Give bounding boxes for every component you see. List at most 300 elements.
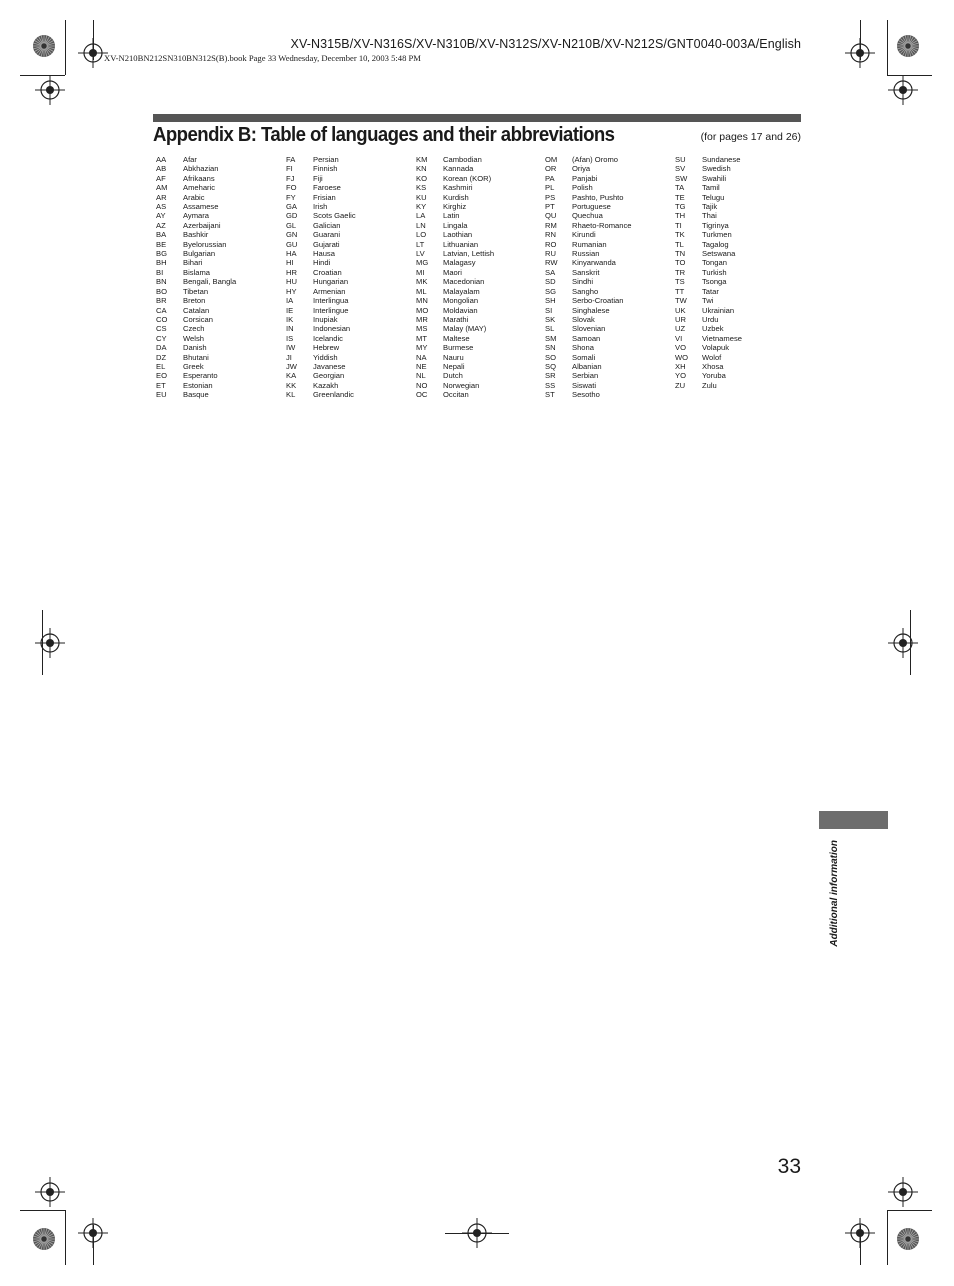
- language-name: Marathi: [443, 314, 469, 324]
- language-code: UZ: [675, 324, 686, 334]
- language-code: JW: [286, 361, 297, 371]
- language-code: MG: [416, 258, 429, 268]
- language-row: [675, 362, 742, 371]
- language-row: [675, 183, 742, 192]
- language-row: [416, 240, 494, 249]
- language-name: Hausa: [313, 249, 335, 259]
- language-name: Greenlandic: [313, 390, 354, 400]
- language-name: Azerbaijani: [183, 220, 221, 230]
- language-code: FA: [286, 155, 296, 164]
- language-row: [545, 381, 632, 390]
- language-name: Tigrinya: [702, 220, 729, 230]
- language-code: SH: [545, 296, 556, 306]
- language-code: DZ: [156, 352, 167, 362]
- crop-mark: [910, 610, 911, 675]
- language-column-5: [675, 155, 742, 390]
- language-name: Scots Gaelic: [313, 211, 356, 221]
- language-row: [156, 202, 236, 211]
- language-code: HU: [286, 277, 297, 287]
- language-name: Breton: [183, 296, 206, 306]
- language-code: AA: [156, 155, 167, 164]
- language-code: TH: [675, 211, 686, 221]
- language-column-2: [286, 155, 356, 400]
- language-name: Macedonian: [443, 277, 485, 287]
- language-code: AF: [156, 173, 166, 183]
- language-code: SQ: [545, 361, 556, 371]
- language-row: [675, 221, 742, 230]
- language-row: [286, 306, 356, 315]
- language-code: YO: [675, 371, 686, 381]
- language-row: [286, 240, 356, 249]
- language-name: Russian: [572, 249, 600, 259]
- registration-target-icon: [35, 628, 65, 658]
- language-code: KK: [286, 380, 297, 390]
- language-name: Galician: [313, 220, 341, 230]
- language-code: AR: [156, 192, 167, 202]
- language-name: Yiddish: [313, 352, 338, 362]
- language-name: Nepali: [443, 361, 465, 371]
- language-code: CA: [156, 305, 167, 315]
- language-code: GN: [286, 230, 298, 240]
- language-name: Tsonga: [702, 277, 727, 287]
- language-code: FI: [286, 164, 293, 174]
- language-row: [156, 164, 236, 173]
- language-code: HY: [286, 286, 297, 296]
- language-row: [156, 211, 236, 220]
- language-code: UR: [675, 314, 686, 324]
- language-code: IW: [286, 343, 296, 353]
- language-row: [156, 324, 236, 333]
- language-code: BG: [156, 249, 167, 259]
- language-name: Lithuanian: [443, 239, 479, 249]
- language-code: TO: [675, 258, 686, 268]
- language-name: Bislama: [183, 267, 211, 277]
- language-name: Tagalog: [702, 239, 729, 249]
- language-name: Kurdish: [443, 192, 469, 202]
- language-row: [286, 221, 356, 230]
- language-row: [416, 334, 494, 343]
- language-row: [156, 258, 236, 267]
- language-row: [286, 258, 356, 267]
- language-name: Wolof: [702, 352, 722, 362]
- language-code: LV: [416, 249, 425, 259]
- language-code: TL: [675, 239, 684, 249]
- language-row: [156, 155, 236, 164]
- language-name: Interlingue: [313, 305, 349, 315]
- language-code: ML: [416, 286, 427, 296]
- language-name: Bashkir: [183, 230, 209, 240]
- language-code: DA: [156, 343, 167, 353]
- language-row: [286, 371, 356, 380]
- language-code: KY: [416, 202, 427, 212]
- language-row: [286, 296, 356, 305]
- language-row: [286, 249, 356, 258]
- language-row: [416, 306, 494, 315]
- language-name: Sundanese: [702, 155, 741, 164]
- language-row: [416, 324, 494, 333]
- language-name: Malagasy: [443, 258, 476, 268]
- language-name: Rumanian: [572, 239, 607, 249]
- registration-target-icon: [845, 1218, 875, 1248]
- language-row: [156, 362, 236, 371]
- language-code: IN: [286, 324, 294, 334]
- language-name: Aymara: [183, 211, 210, 221]
- page-number: 33: [777, 1155, 801, 1178]
- language-name: Slovak: [572, 314, 595, 324]
- language-row: [286, 362, 356, 371]
- language-name: Hebrew: [313, 343, 340, 353]
- language-code: TN: [675, 249, 686, 259]
- language-code: HA: [286, 249, 297, 259]
- language-name: Occitan: [443, 390, 469, 400]
- language-row: [675, 240, 742, 249]
- language-name: Faroese: [313, 183, 341, 193]
- language-row: [545, 287, 632, 296]
- language-row: [156, 277, 236, 286]
- language-row: [675, 353, 742, 362]
- language-code: LT: [416, 239, 425, 249]
- language-row: [675, 371, 742, 380]
- language-row: [286, 277, 356, 286]
- language-code: FY: [286, 192, 296, 202]
- language-code: RU: [545, 249, 556, 259]
- language-row: [416, 268, 494, 277]
- language-name: Basque: [183, 390, 209, 400]
- language-name: Kirundi: [572, 230, 596, 240]
- language-code: BR: [156, 296, 167, 306]
- language-code: AY: [156, 211, 166, 221]
- language-code: LA: [416, 211, 426, 221]
- language-row: [545, 315, 632, 324]
- language-name: Tatar: [702, 286, 719, 296]
- language-name: Thai: [702, 211, 717, 221]
- language-code: GU: [286, 239, 298, 249]
- language-name: Singhalese: [572, 305, 610, 315]
- language-code: KL: [286, 390, 296, 400]
- language-name: Corsican: [183, 314, 213, 324]
- language-name: Assamese: [183, 202, 219, 212]
- language-name: Ameharic: [183, 183, 216, 193]
- language-code: SD: [545, 277, 556, 287]
- language-row: [545, 202, 632, 211]
- language-code: CS: [156, 324, 167, 334]
- language-row: [286, 193, 356, 202]
- language-name: Guarani: [313, 230, 341, 240]
- language-code: SR: [545, 371, 556, 381]
- language-name: Yoruba: [702, 371, 726, 381]
- language-row: [545, 174, 632, 183]
- language-name: Malay (MAY): [443, 324, 487, 334]
- language-name: Tibetan: [183, 286, 209, 296]
- language-row: [156, 371, 236, 380]
- language-name: Twi: [702, 296, 714, 306]
- language-row: [156, 353, 236, 362]
- language-name: Siswati: [572, 380, 597, 390]
- registration-target-icon: [35, 75, 65, 105]
- language-row: [416, 362, 494, 371]
- language-row: [416, 353, 494, 362]
- language-row: [675, 164, 742, 173]
- language-row: [286, 343, 356, 352]
- language-code: MT: [416, 333, 427, 343]
- language-row: [156, 230, 236, 239]
- language-name: Finnish: [313, 164, 338, 174]
- language-name: Irish: [313, 202, 328, 212]
- language-name: Fiji: [313, 173, 323, 183]
- language-code: ST: [545, 390, 555, 400]
- language-name: Rhaeto-Romance: [572, 220, 632, 230]
- language-name: Bulgarian: [183, 249, 216, 259]
- language-row: [156, 174, 236, 183]
- language-code: UK: [675, 305, 686, 315]
- language-row: [675, 202, 742, 211]
- language-code: RN: [545, 230, 556, 240]
- language-row: [416, 183, 494, 192]
- language-row: [675, 193, 742, 202]
- language-name: Norwegian: [443, 380, 480, 390]
- language-row: [675, 277, 742, 286]
- crop-mark: [887, 1210, 932, 1211]
- language-name: Kazakh: [313, 380, 339, 390]
- language-name: Persian: [313, 155, 339, 164]
- language-name: Maltese: [443, 333, 470, 343]
- language-code: EO: [156, 371, 167, 381]
- language-code: TS: [675, 277, 685, 287]
- language-row: [416, 371, 494, 380]
- language-name: Cambodian: [443, 155, 482, 164]
- language-name: Turkish: [702, 267, 727, 277]
- language-code: BO: [156, 286, 167, 296]
- language-column-4: [545, 155, 632, 400]
- language-name: Sangho: [572, 286, 599, 296]
- language-name: Bhutani: [183, 352, 209, 362]
- language-row: [156, 240, 236, 249]
- language-row: [286, 230, 356, 239]
- language-row: [416, 230, 494, 239]
- registration-target-icon: [888, 1177, 918, 1207]
- print-file-info: XV-N210BN212SN310BN312S(B).book Page 33 Wednesday, December 10, 2003 5:48 PM: [104, 53, 421, 63]
- language-name: Javanese: [313, 361, 346, 371]
- language-column-3: [416, 155, 494, 400]
- language-code: WO: [675, 352, 689, 362]
- language-name: Uzbek: [702, 324, 724, 334]
- language-row: [545, 164, 632, 173]
- language-name: Dutch: [443, 371, 463, 381]
- language-code: XH: [675, 361, 686, 371]
- language-row: [286, 287, 356, 296]
- language-code: PT: [545, 202, 555, 212]
- language-code: ZU: [675, 380, 686, 390]
- language-row: [416, 381, 494, 390]
- language-name: Telugu: [702, 192, 725, 202]
- language-code: PA: [545, 173, 555, 183]
- language-code: IE: [286, 305, 294, 315]
- language-code: VI: [675, 333, 683, 343]
- language-row: [416, 164, 494, 173]
- language-code: IS: [286, 333, 294, 343]
- language-row: [545, 343, 632, 352]
- language-row: [156, 268, 236, 277]
- language-row: [286, 202, 356, 211]
- language-name: Swahili: [702, 173, 727, 183]
- language-row: [286, 315, 356, 324]
- language-code: MR: [416, 314, 428, 324]
- language-row: [545, 155, 632, 164]
- language-row: [416, 221, 494, 230]
- language-row: [675, 174, 742, 183]
- language-row: [675, 287, 742, 296]
- language-row: [675, 268, 742, 277]
- language-row: [416, 277, 494, 286]
- language-code: SM: [545, 333, 557, 343]
- language-code: BE: [156, 239, 167, 249]
- section-tab: [819, 811, 888, 829]
- language-code: TT: [675, 286, 685, 296]
- section-side-label: Additional information: [829, 840, 840, 947]
- registration-target-icon: [845, 38, 875, 68]
- crop-mark: [20, 1210, 65, 1211]
- language-row: [416, 258, 494, 267]
- language-row: [156, 249, 236, 258]
- language-code: TW: [675, 296, 687, 306]
- language-name: Serbian: [572, 371, 599, 381]
- crop-mark: [887, 20, 888, 75]
- language-name: Tamil: [702, 183, 720, 193]
- language-row: [416, 249, 494, 258]
- language-name: Estonian: [183, 380, 213, 390]
- language-row: [156, 193, 236, 202]
- language-row: [416, 193, 494, 202]
- language-name: Czech: [183, 324, 205, 334]
- language-name: Croatian: [313, 267, 342, 277]
- language-code: TA: [675, 183, 685, 193]
- language-code: SU: [675, 155, 686, 164]
- language-name: Shona: [572, 343, 594, 353]
- language-name: Laothian: [443, 230, 473, 240]
- language-row: [675, 155, 742, 164]
- language-name: Arabic: [183, 192, 205, 202]
- language-row: [545, 390, 632, 399]
- language-name: Latvian, Lettish: [443, 249, 495, 259]
- language-name: (Afan) Oromo: [572, 155, 618, 164]
- language-code: AM: [156, 183, 168, 193]
- language-code: BN: [156, 277, 167, 287]
- language-name: Korean (KOR): [443, 173, 492, 183]
- language-name: Xhosa: [702, 361, 724, 371]
- language-name: Danish: [183, 343, 207, 353]
- language-code: HI: [286, 258, 294, 268]
- language-name: Vietnamese: [702, 333, 742, 343]
- language-name: Indonesian: [313, 324, 351, 334]
- language-code: KA: [286, 371, 297, 381]
- language-code: SI: [545, 305, 553, 315]
- language-name: Tajik: [702, 202, 718, 212]
- language-name: Burmese: [443, 343, 474, 353]
- language-code: OC: [416, 390, 428, 400]
- language-name: Setswana: [702, 249, 736, 259]
- language-code: AZ: [156, 220, 166, 230]
- language-row: [416, 174, 494, 183]
- language-row: [416, 296, 494, 305]
- language-row: [545, 249, 632, 258]
- language-code: SW: [675, 173, 688, 183]
- language-code: SK: [545, 314, 556, 324]
- language-code: OM: [545, 155, 558, 164]
- language-name: Georgian: [313, 371, 345, 381]
- language-row: [416, 287, 494, 296]
- language-name: Icelandic: [313, 333, 343, 343]
- language-row: [675, 381, 742, 390]
- language-code: QU: [545, 211, 557, 221]
- language-code: JI: [286, 352, 292, 362]
- language-name: Serbo-Croatian: [572, 296, 624, 306]
- language-row: [675, 343, 742, 352]
- language-name: Afrikaans: [183, 173, 215, 183]
- registration-target-icon: [35, 1177, 65, 1207]
- language-name: Turkmen: [702, 230, 732, 240]
- language-column-1: [156, 155, 236, 400]
- language-row: [156, 315, 236, 324]
- language-row: [416, 390, 494, 399]
- language-code: NE: [416, 361, 427, 371]
- language-code: FO: [286, 183, 297, 193]
- language-code: MS: [416, 324, 428, 334]
- language-name: Oriya: [572, 164, 591, 174]
- language-name: Greek: [183, 361, 204, 371]
- language-code: SA: [545, 267, 556, 277]
- language-code: VO: [675, 343, 686, 353]
- language-name: Abkhazian: [183, 164, 219, 174]
- language-name: Volapuk: [702, 343, 730, 353]
- language-name: Afar: [183, 155, 197, 164]
- language-row: [286, 174, 356, 183]
- language-row: [545, 362, 632, 371]
- language-code: TI: [675, 220, 682, 230]
- language-row: [156, 343, 236, 352]
- language-row: [286, 211, 356, 220]
- language-code: SN: [545, 343, 556, 353]
- language-code: IK: [286, 314, 294, 324]
- registration-target-icon: [78, 1218, 108, 1248]
- language-code: SO: [545, 352, 556, 362]
- language-row: [545, 324, 632, 333]
- language-code: BH: [156, 258, 167, 268]
- language-code: MY: [416, 343, 428, 353]
- language-code: GL: [286, 220, 297, 230]
- language-code: KS: [416, 183, 427, 193]
- language-name: Albanian: [572, 361, 602, 371]
- language-name: Zulu: [702, 380, 717, 390]
- language-name: Polish: [572, 183, 593, 193]
- page-reference-note: (for pages 17 and 26): [700, 131, 801, 143]
- language-code: KU: [416, 192, 427, 202]
- language-name: Nauru: [443, 352, 464, 362]
- language-code: SL: [545, 324, 555, 334]
- language-code: TE: [675, 192, 685, 202]
- language-name: Samoan: [572, 333, 601, 343]
- language-name: Bihari: [183, 258, 203, 268]
- language-name: Malayalam: [443, 286, 480, 296]
- language-code: HR: [286, 267, 297, 277]
- language-row: [286, 334, 356, 343]
- language-row: [675, 249, 742, 258]
- language-code: CO: [156, 314, 168, 324]
- language-row: [286, 164, 356, 173]
- language-row: [545, 230, 632, 239]
- language-name: Armenian: [313, 286, 346, 296]
- language-code: AS: [156, 202, 167, 212]
- language-name: Kirghiz: [443, 202, 467, 212]
